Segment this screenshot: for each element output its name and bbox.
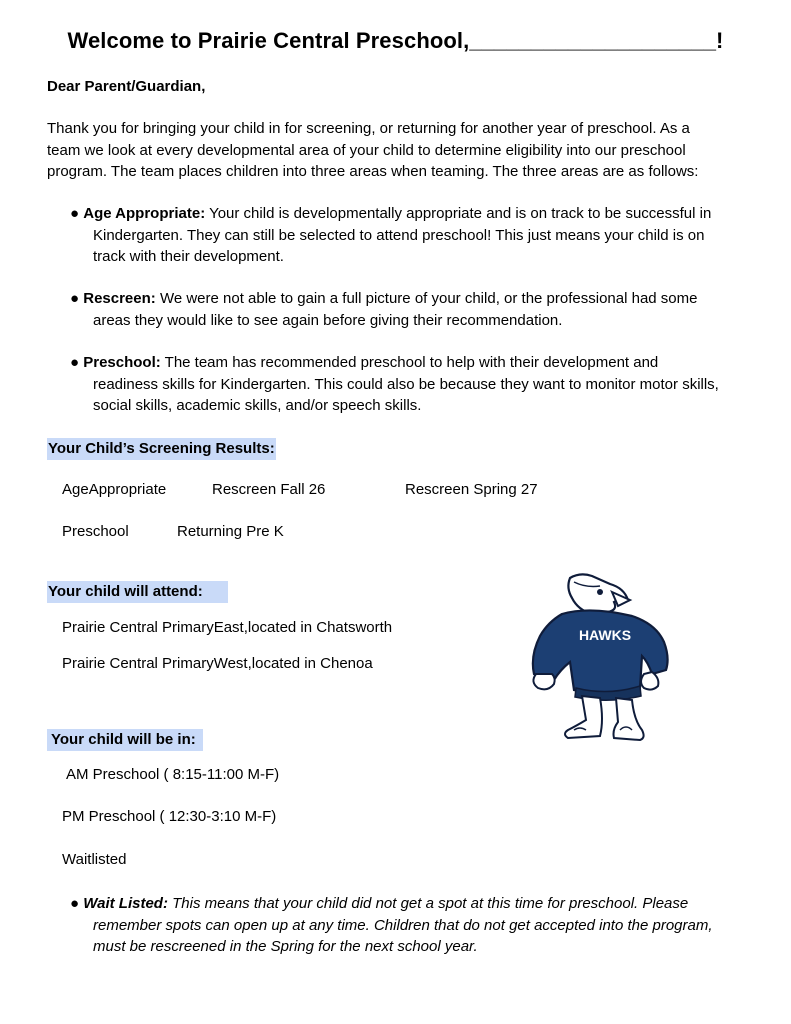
intro-paragraph [47,118,747,183]
intro-line: Thank you for bringing your child in for screening, or returning for another year of preschool. As a [47,120,690,137]
result-option-preschool: Preschool [62,523,129,540]
results-heading-row [47,438,747,460]
area-text: We were not able to gain a full picture of your child, or the professional had some [155,290,698,307]
results-heading: Your Child’s Screening Results: [47,438,276,460]
waitlist-text: must be rescreened in the Spring for the next school year. [93,938,478,955]
waitlist-text: This means that your child did not get a spot at this time for preschool. Please [167,895,689,912]
area-text: areas they would like to see again before giving their recommendation. [93,311,563,329]
area-text: Your child is developmentally appropriate and is on track to be successful in [205,205,712,222]
waitlist-note: ● Wait Listed: This means that your child did not get a spot at this time for preschool. Please remember spots can open up at any time. Children that do not get accepted into the program, must be rescreened in the Spring for the next school year. [70,893,750,958]
area-text: The team has recommended preschool to help with their development and [160,354,659,371]
area-label: Age Appropriate: [83,205,206,222]
area-label: Preschool: [83,354,161,371]
waitlist-text: remember spots can open up at any time. Children that do not get accepted into the program, [93,916,713,934]
session-option-pm: PM Preschool ( 12:30-3:10 M-F) [62,808,277,825]
result-option-returning-pre-k: Returning Pre K [177,523,284,540]
result-option-rescreen-fall: Rescreen Fall 26 [212,481,326,498]
school-option-west: Prairie Central PrimaryWest,located in Chenoa [62,655,373,672]
area-preschool: ● Preschool: The team has recommended preschool to help with their development and readiness skills for Kindergarten. This could also be because they want to monitor motor skills, social skills, academic skills, and/or speech skills. [70,352,750,417]
hawk-mascot-icon [520,570,675,745]
result-option-rescreen-spring: Rescreen Spring 27 [405,481,538,498]
area-label: Rescreen: [83,290,156,307]
greeting: Dear Parent/Guardian, [47,78,206,95]
school-option-east: Prairie Central PrimaryEast,located in Chatsworth [62,619,393,636]
session-option-am: AM Preschool ( 8:15-11:00 M-F) [66,766,280,783]
waitlist-label: Wait Listed: [83,895,168,912]
attend-heading: Your child will attend: [47,581,228,603]
session-option-waitlisted: Waitlisted [62,851,127,868]
intro-line: program. The team places children into three areas when teaming. The three areas are as follows: [47,163,699,180]
area-text: track with their development. [93,248,284,265]
area-text: Kindergarten. They can still be selected to attend preschool! This just means your child is on [93,226,705,244]
intro-line: team we look at every developmental area of your child to determine eligibility into our preschool [47,141,686,159]
mascot-sweater-text: HAWKS [578,627,632,643]
area-text: social skills, academic skills, and/or speech skills. [93,397,422,414]
result-option-age-appropriate: AgeAppropriate [62,481,167,498]
area-rescreen: ● Rescreen: We were not able to gain a full picture of your child, or the professional had some areas they would like to see again before giving their recommendation. [70,288,750,331]
area-text: readiness skills for Kindergarten. This could also be because they want to monitor motor skills, [93,375,719,393]
area-age-appropriate: ● Age Appropriate: Your child is developmentally appropriate and is on track to be successful in Kindergarten. They can still be selected to attend preschool! This just means your child is on track with their development. [70,203,750,268]
session-heading: Your child will be in: [47,729,203,751]
page-title: Welcome to Prairie Central Preschool,____________________! [67,28,724,53]
